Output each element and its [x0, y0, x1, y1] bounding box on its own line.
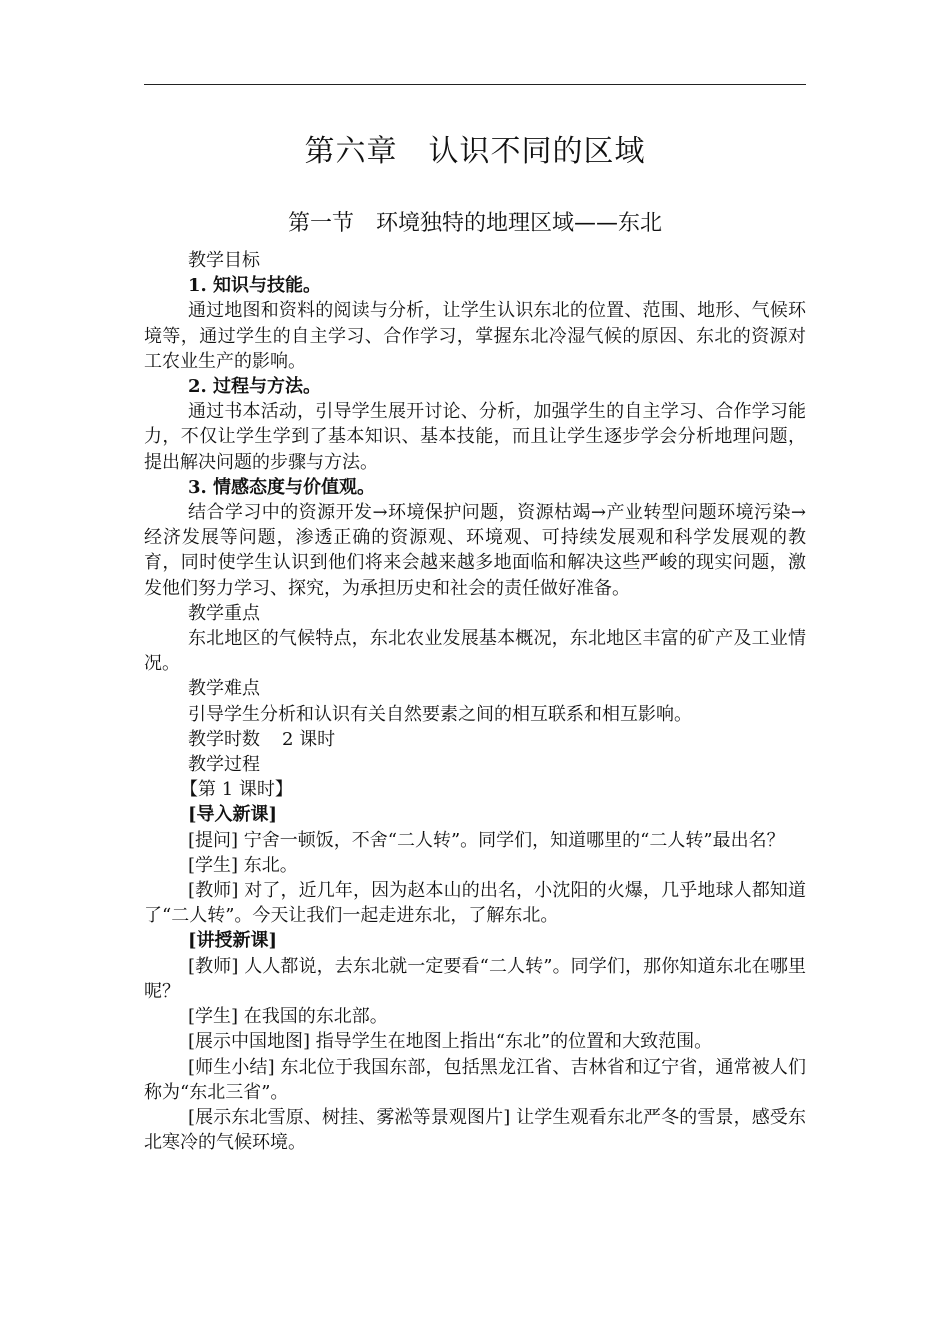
speaker-tag: [教师] — [188, 955, 239, 977]
dialogue-text: 东北位于我国东部，包括黑龙江省、吉林省和辽宁省，通常被人们称为“东北三省”。 — [144, 1056, 807, 1103]
dialogue-text: 指导学生在地图上指出“东北”的位置和大致范围。 — [310, 1031, 713, 1053]
dialogue-line — [144, 1105, 806, 1155]
speaker-tag: [提问] — [188, 829, 239, 851]
dialogue-line — [144, 1004, 806, 1029]
dialogue-line — [144, 878, 806, 928]
speaker-tag: [师生小结] — [188, 1056, 275, 1078]
objectives-heading: 教学目标 — [188, 250, 260, 271]
dialogue-text: 在我国的东北部。 — [238, 1006, 388, 1028]
dialogue-text: 宁舍一顿饭，不舍“二人转”。同学们，知道哪里的“二人转”最出名？ — [238, 829, 785, 851]
dialogue-line — [144, 828, 806, 853]
difficulty-text: 引导学生分析和认识有关自然要素之间的相互联系和相互影响。 — [188, 703, 692, 725]
dialogue-line — [144, 954, 806, 1004]
objective-2-text: 通过书本活动，引导学生展开讨论、分析，加强学生的自主学习、合作学习能力，不仅让学生学到了基本知识、基本技能，而且让学生逐步学会分析地理问题，提出解决问题的步骤与方法。 — [144, 401, 806, 473]
lesson-1-label: 【第 1 课时】 — [180, 779, 293, 801]
document-body — [144, 248, 806, 1155]
objective-1-heading: 1. 知识与技能。 — [188, 275, 322, 297]
intro-heading: [导入新课] — [188, 804, 278, 826]
objective-3-text: 结合学习中的资源开发→环境保护问题，资源枯竭→产业转型问题环境污染→经济发展等问题，渗透正确的资源观、环境观、可持续发展观和科学发展观的教育，同时使学生认识到他们将来会越来越多地面临和解决这些严峻的现实问题，激发他们努力学习、探究，为承担历史和社会的责任做好准备。 — [144, 502, 806, 599]
teaching-hours — [144, 727, 806, 752]
process-heading: 教学过程 — [188, 754, 260, 776]
speaker-tag: [展示中国地图] — [188, 1031, 311, 1053]
speaker-tag: [学生] — [188, 854, 239, 876]
dialogue-text: 对了，近几年，因为赵本山的出名，小沈阳的火爆，几乎地球人都知道了“二人转”。今天让我们一起走进东北，了解东北。 — [144, 880, 807, 927]
new-lesson-heading: [讲授新课] — [188, 930, 278, 952]
speaker-tag: [展示东北雪原、树挂、雾淞等景观图片] — [188, 1106, 511, 1128]
speaker-tag: [学生] — [188, 1006, 239, 1028]
speaker-tag: [教师] — [188, 880, 239, 902]
dialogue-line — [144, 853, 806, 878]
objective-1-text: 通过地图和资料的阅读与分析，让学生认识东北的位置、范围、地形、气候环境等，通过学生的自主学习、合作学习，掌握东北冷湿气候的原因、东北的资源对工农业生产的影响。 — [144, 300, 806, 372]
objective-3-heading: 3. 情感态度与价值观。 — [188, 476, 376, 498]
dialogue-line — [144, 1055, 806, 1105]
difficulty-heading: 教学难点 — [188, 678, 260, 700]
hours-label: 教学时数 — [188, 728, 260, 750]
chapter-title: 第六章 认识不同的区域 — [304, 134, 646, 169]
dialogue-line — [144, 1029, 806, 1054]
hours-value: 2 课时 — [282, 728, 336, 750]
objective-2-heading: 2. 过程与方法。 — [188, 376, 322, 398]
key-points-text: 东北地区的气候特点，东北农业发展基本概况，东北地区丰富的矿产及工业情况。 — [144, 628, 806, 675]
dialogue-text: 人人都说，去东北就一定要看“二人转”。同学们，那你知道东北在哪里呢？ — [144, 955, 806, 1002]
section-title: 第一节 环境独特的地理区域——东北 — [287, 211, 662, 236]
dialogue-text: 让学生观看东北严冬的雪景，感受东北寒冷的气候环境。 — [144, 1106, 806, 1154]
key-points-heading: 教学重点 — [188, 602, 260, 624]
dialogue-text: 东北。 — [238, 854, 298, 876]
header-rule — [144, 84, 806, 85]
